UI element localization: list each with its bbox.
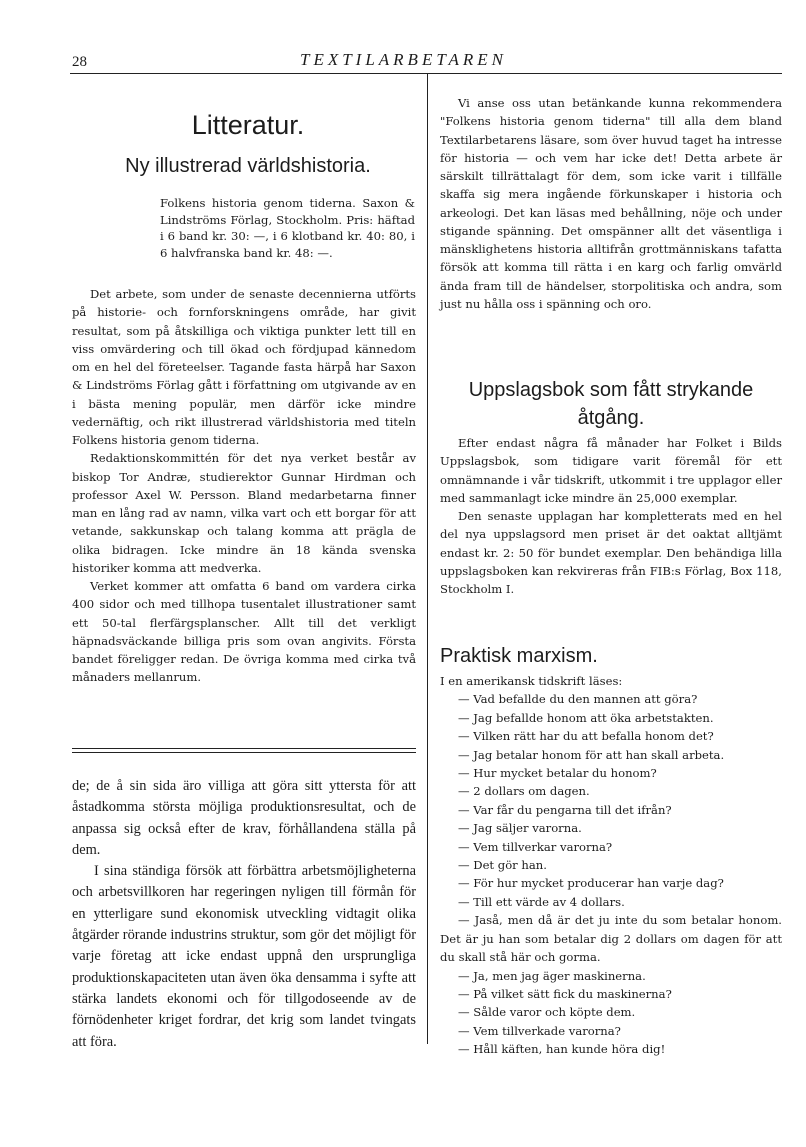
marxism-dialogue [440,672,782,1059]
section-rule-top [72,748,416,749]
dialogue-line: — Jag betalar honom för att han skall arbeta. [458,747,725,762]
dialogue-line: — 2 dollars om dagen. [458,784,590,799]
article-heading-varldshistoria: Ny illustrerad världshistoria. [125,155,371,177]
running-title: TEXTILARBETAREN [300,50,508,69]
paragraph: Redaktionskommittén för det nya verket består av biskop Tor Andræ, studierektor Gunnar Hirdman och professor Axel W. Persson. Bland medarbetarna finner man en lång rad av namn, vilka vart och ett borgar för att vetande, sakkunskap och talang komma att präglа de olika bidragen. Icke mindre än 18 kända svenska historiker komma att medverka. [72,451,416,575]
dialogue-line: — Det gör han. [458,858,547,873]
paragraph: Vi anse oss utan betänkande kunna rekommendera "Folkens historia genom tiderna" till alla dem bland Textilarbetarens läsare, som över huvud taget ha intresse för historia — och vem har icke det! Detta arbete är särskilt tillrättalagt för dem, som icke varit i tillfälle skaffa sig mera ingående förkunskaper i historia och arkeologi. Det kan läsas med behållning, nöje och under stigande spänning. Det omspänner allt det väsentliga i mänsklighetens historia alltifrån grottmänniskans tafatta försök att komma till rätta i en karg och farlig omvärld ända fram till de händelser, storpolitiska och andra, som just nu hålla oss i spänning och oro. [440,96,782,311]
dialogue-line: — Vem tillverkade varorna? [458,1023,621,1038]
section-heading-litteratur: Litteratur. [191,110,305,140]
paragraph: Det arbete, som under de senaste decennierna utförts på historie- och fornforskningens område, har givit resultat, som på åtskilliga och viktiga punkter lett till en viss omvärdering och till ökad och fördjupad kännedom om en hel del företeelser. Tagande fasta härpå har Saxon & Lindströms Förlag gått i författning om utgivande av en i bästa mening populär, men därför icke mindre vedernäftig, och rikt illustrerad världshistoria med titeln Folkens historia genom tiderna. [72,287,416,447]
column-divider [427,74,428,1044]
page-number: 28 [72,54,87,70]
dialogue-line: — Var får du pengarna till det ifrån? [458,802,672,817]
dialogue-line: — Till ett värde av 4 dollars. [458,894,625,909]
paragraph: Efter endast några få månader har Folket i Bilds Uppslagsbok, som tidigare varit föremål för ett omnämnande i vår tidskrift, utkommit i tre upplagor eller med sammanlagt icke mindre än 25,000 exemplar. [440,436,782,505]
dialogue-line: — Vilken rätt har du att befalla honom det? [458,729,714,744]
dialogue-line: — Vad befallde du den mannen att göra? [458,692,698,707]
recommendation-paragraph [440,94,782,313]
bibliographic-note: Folkens historia genom tiderna. Saxon & Lindströms Förlag, Stockholm. Pris: häftad i 6 band kr. 30: —, i 6 klotband kr. 40: 80, i 6 halvfranska band kr. 48: —. [160,196,415,260]
litteratur-body [72,285,416,687]
section-rule-bottom [72,752,416,753]
continued-article [72,776,416,1053]
dialogue-line: — Vem tillverkar varorna? [458,839,613,854]
paragraph: Den senaste upplagan har kompletterats med en hel del nya uppslagsord men priset är det oaktat alltjämt endast kr. 2: 50 för bundet exemplar. Den behändiga lilla uppslagsboken kan rekvireras från FIB:s Förlag, Box 118, Stockholm I. [440,509,782,596]
dialogue-line: — På vilket sätt fick du maskinerna? [458,986,672,1001]
article-heading-uppslagsbok: Uppslagsbok som fått strykande åtgång. [468,379,754,429]
dialogue-line: — Jag befallde honom att öka arbetstakten. [458,710,714,725]
uppslagsbok-body [440,434,782,598]
dialogue-line: — För hur mycket producerar han varje dag? [458,876,724,891]
dialogue-line: — Sålde varor och köpte dem. [458,1005,636,1020]
paragraph: Verket kommer att omfatta 6 band om vardera cirka 400 sidor och med tillhopa tusentalet illustrationer samt ett 50-tal flerfärgsplanscher. Allt till det verkligt häpnadsväckande billiga pris som ovan angivits. Första bandet föreligger redan. De övriga komma med cirka två månaders mellanrum. [72,579,416,685]
dialogue-line: — Jag säljer varorna. [458,821,582,836]
intro-line: I en amerikansk tidskrift läses: [440,674,623,688]
dialogue-line: — Håll käften, han kunde höra dig! [458,1042,666,1057]
paragraph: I sina ständiga försök att förbättra arbetsmöjligheterna och arbetsvillkoren har regeringen nyligen till förmån för en ytterligare sund ekonomisk utveckling vidtagit olika åtgärder rörande industrins struktur, som gör det möjligt för varje företag att icke endast uppnå den ursprungliga produktionskapaciteten utan även öka densamma i syfte att stärka landets ekonomi och för tillgodoseende av de förnödenheter kriget fordrar, det krig som landet tvingats att föra. [72,863,416,1050]
dialogue-line: — Jaså, men då är det ju inte du som betalar honom. Det är ju han som betalar dig 2 dollars om dagen för att du skall stå här och gorma. [440,913,782,965]
article-heading-marxism: Praktisk marxism. [440,645,598,667]
dialogue-line: — Ja, men jag äger maskinerna. [458,968,646,983]
paragraph: de; de å sin sida äro villiga att göra sitt yttersta för att åstadkomma största möjliga produktionsresultat, och de anpassa sig också efter de krav, förhållandena ställa på dem. [72,778,416,858]
dialogue-line: — Hur mycket betalar du honom? [458,766,657,781]
header-rule [70,73,782,74]
